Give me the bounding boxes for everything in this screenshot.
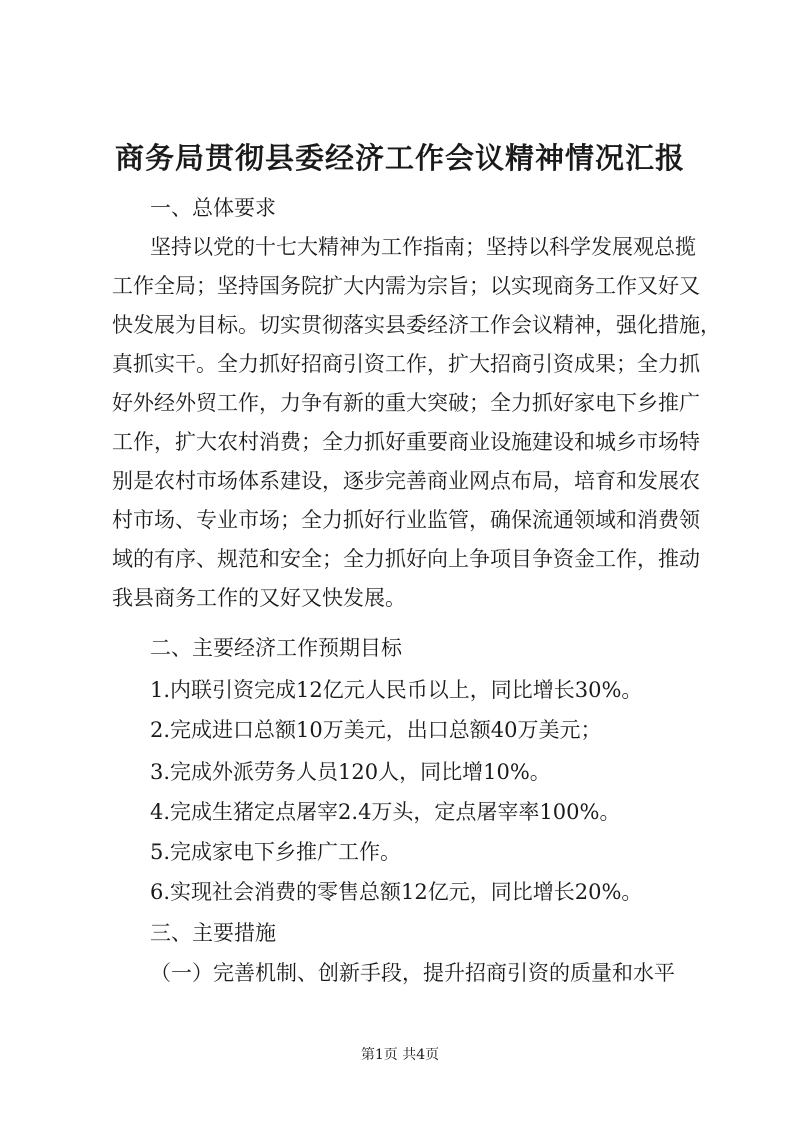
page-footer: 第1页 共4页 (360, 1047, 440, 1063)
target-item: 2.完成进口总额10万美元，出口总额40万美元； (150, 718, 602, 742)
paragraph-line: 真抓实干。全力抓好招商引资工作，扩大招商引资成果；全力抓 (112, 352, 700, 376)
target-item: 3.完成外派劳务人员120人，同比增10%。 (150, 760, 551, 784)
paragraph-line: 坚持以党的十七大精神为工作指南；坚持以科学发展观总揽 (150, 235, 696, 259)
paragraph-line: 工作，扩大农村消费；全力抓好重要商业设施建设和城乡市场特 (112, 430, 700, 454)
paragraph-line: 好外经外贸工作，力争有新的重大突破；全力抓好家电下乡推广 (112, 391, 700, 415)
target-item: 4.完成生猪定点屠宰2.4万头，定点屠宰率100%。 (150, 800, 621, 824)
section-heading-general-requirements: 一、总体要求 (150, 196, 276, 220)
target-item: 5.完成家电下乡推广工作。 (150, 840, 402, 864)
paragraph-line: 村市场、专业市场；全力抓好行业监管，确保流通领域和消费领 (112, 508, 700, 532)
subsection-heading: （一）完善机制、创新手段，提升招商引资的质量和水平 (150, 961, 675, 985)
section-heading-main-measures: 三、主要措施 (150, 921, 276, 945)
paragraph-line: 别是农村市场体系建设，逐步完善商业网点布局，培育和发展农 (112, 469, 700, 493)
section-heading-economic-targets: 二、主要经济工作预期目标 (150, 636, 402, 660)
target-item: 1.内联引资完成12亿元人民币以上，同比增长30%。 (150, 678, 643, 702)
paragraph-line: 快发展为目标。切实贯彻落实县委经济工作会议精神，强化措施， (112, 313, 721, 337)
paragraph-line: 我县商务工作的又好又快发展。 (112, 586, 406, 610)
paragraph-line: 域的有序、规范和安全；全力抓好向上争项目争资金工作，推动 (112, 547, 700, 571)
target-item: 6.实现社会消费的零售总额12亿元，同比增长20%。 (150, 880, 643, 904)
document-title: 商务局贯彻县委经济工作会议精神情况汇报 (114, 141, 685, 175)
paragraph-line: 工作全局；坚持国务院扩大内需为宗旨；以实现商务工作又好又 (112, 274, 700, 298)
